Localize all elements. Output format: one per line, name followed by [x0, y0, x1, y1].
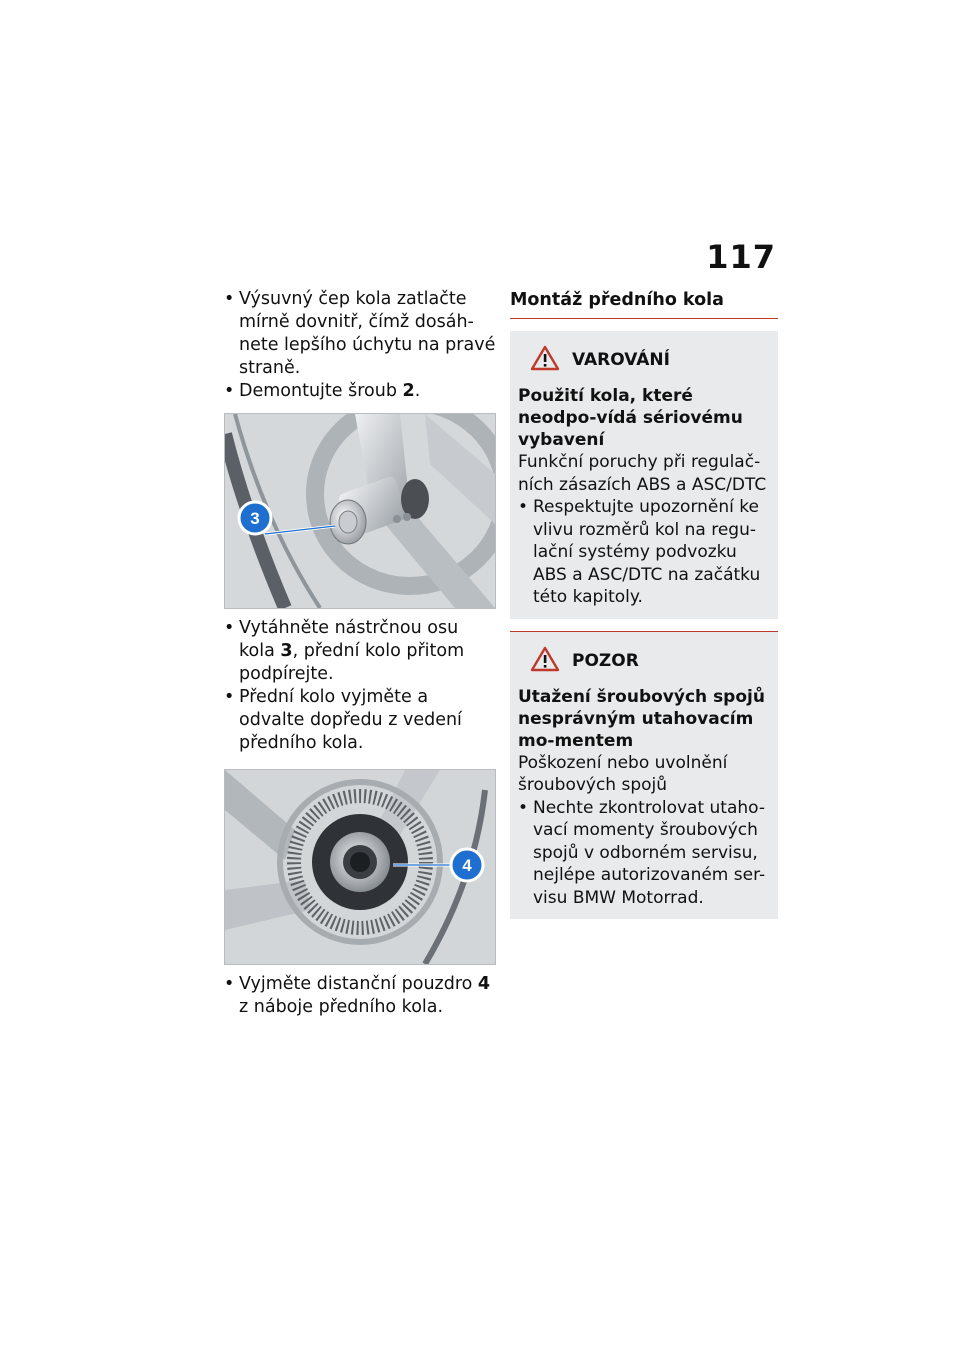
callout-3: 3	[250, 509, 260, 528]
caution-bullet: • Nechte zkontrolovat utaho-vací momenty šroubových spojů v odborném servisu, nejlépe autorizovaném ser-visu BMW Motorrad.	[518, 797, 770, 910]
caution-box	[510, 632, 778, 920]
right-column	[510, 288, 778, 919]
instruction-bullet: • Vytáhněte nástrčnou osu kola 3, přední kolo přitom podpírejte.	[224, 617, 496, 686]
hub-photo	[224, 769, 496, 965]
warning-title: Použití kola, které neodpo-vídá sériovému vybavení	[518, 386, 743, 450]
warning-triangle-icon	[530, 345, 560, 375]
section-title: Montáž předního kola	[510, 288, 778, 319]
caution-triangle-icon	[530, 646, 560, 676]
instruction-bullet: • Výsuvný čep kola zatlačte mírně dovnitř, čímž dosáh-nete lepšího úchytu na pravé straně.	[224, 288, 496, 380]
warning-text: Funkční poruchy při regulač-ních zásazích ABS a ASC/DTC	[518, 452, 767, 495]
page-number: 117	[706, 238, 776, 276]
warning-label: VAROVÁNÍ	[572, 350, 670, 370]
left-column	[224, 288, 496, 1019]
caution-label: POZOR	[572, 650, 639, 671]
instruction-bullet: • Demontujte šroub 2.	[224, 380, 496, 403]
caution-title: Utažení šroubových spojů nesprávným utahovacím mo-mentem	[518, 686, 765, 751]
warning-box	[510, 331, 778, 619]
instruction-bullet: • Přední kolo vyjměte a odvalte dopředu z vedení předního kola.	[224, 686, 496, 755]
callout-4: 4	[462, 856, 472, 875]
caution-text: Poškození nebo uvolnění šroubových spojů	[518, 752, 728, 795]
warning-bullet: • Respektujte upozornění ke vlivu rozměrů kol na regu-lační systémy podvozku ABS a ASC/DTC na začátku této kapitoly.	[518, 496, 770, 609]
axle-photo	[224, 413, 496, 609]
instruction-bullet: • Vyjměte distanční pouzdro 4 z náboje předního kola.	[224, 973, 496, 1019]
